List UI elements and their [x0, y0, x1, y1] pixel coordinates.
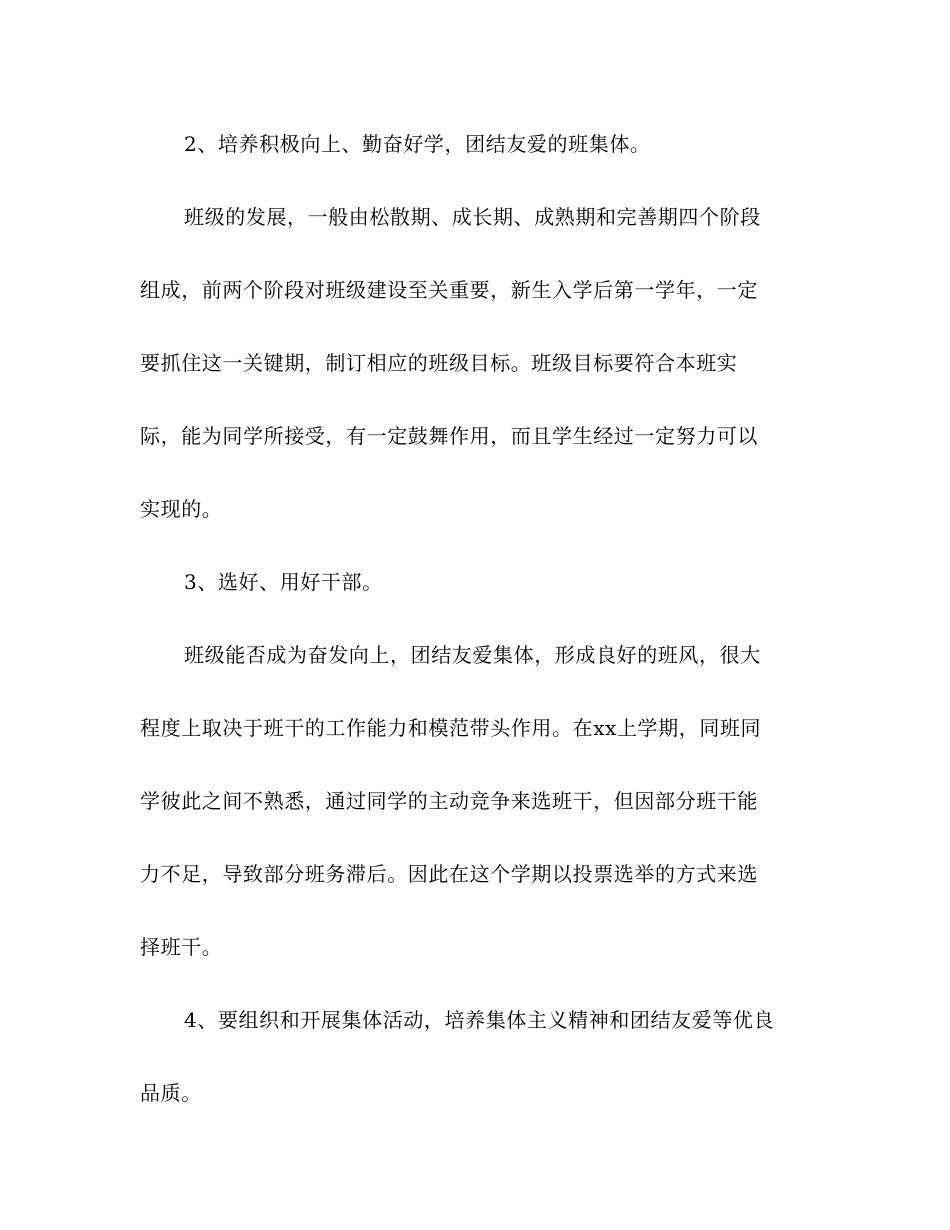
heading-item-2: 2、培养积极向上、勤奋好学，团结友爱的班集体。 [184, 132, 651, 156]
paragraph-line: 力不足，导致部分班务滞后。因此在这个学期以投票选举的方式来选 [140, 862, 758, 886]
paragraph-line: 要抓住这一关键期，制订相应的班级目标。班级目标要符合本班实 [140, 351, 738, 375]
paragraph-line: 品质。 [140, 1081, 202, 1105]
paragraph-line: 学彼此之间不熟悉，通过同学的主动竞争来选班干，但因部分班干能 [140, 789, 758, 813]
paragraph-line: 际，能为同学所接受，有一定鼓舞作用，而且学生经过一定努力可以 [140, 424, 758, 448]
paragraph-line: 程度上取决于班干的工作能力和模范带头作用。在xx上学期，同班同 [140, 716, 762, 740]
paragraph-line: 班级的发展，一般由松散期、成长期、成熟期和完善期四个阶段 [184, 205, 761, 229]
paragraph-line: 实现的。 [140, 497, 223, 521]
heading-item-4: 4、要组织和开展集体活动，培养集体主义精神和团结友爱等优良 [184, 1008, 775, 1032]
paragraph-line: 择班干。 [140, 935, 223, 959]
heading-item-3: 3、选好、用好干部。 [184, 570, 383, 594]
paragraph-line: 组成，前两个阶段对班级建设至关重要，新生入学后第一学年，一定 [140, 278, 758, 302]
paragraph-line: 班级能否成为奋发向上，团结友爱集体，形成良好的班风，很大 [184, 643, 761, 667]
